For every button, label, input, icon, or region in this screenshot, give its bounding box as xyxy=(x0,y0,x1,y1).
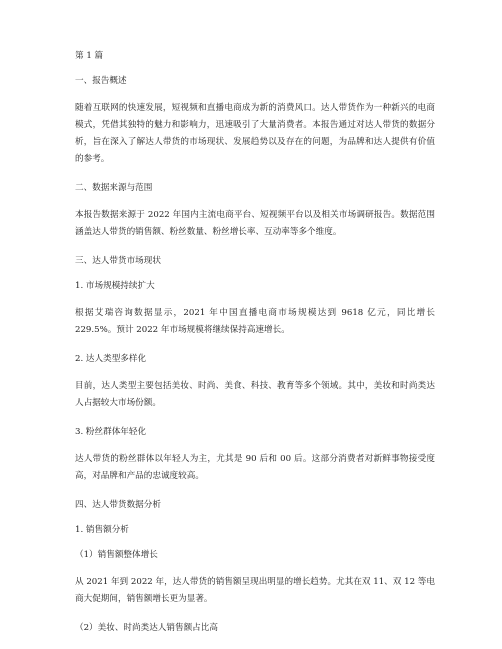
subheading-young-fans: 3. 粉丝群体年轻化 xyxy=(75,427,147,437)
subheading-market-scale: 1. 市场规模持续扩大 xyxy=(75,281,155,291)
chapter-title: 第 1 篇 xyxy=(75,51,104,61)
section-heading-data-analysis: 四、达人带货数据分析 xyxy=(75,500,161,510)
item-heading-beauty-fashion-share: （2）美妆、时尚类达人销售额占比高 xyxy=(75,623,218,633)
young-fans-paragraph: 达人带货的粉丝群体以年轻人为主，尤其是 90 后和 00 后。这部分消费者对新鲜事物接受度高，对品牌和产品的忠诚度较高。 xyxy=(75,454,435,481)
subheading-sales-analysis: 1. 销售额分析 xyxy=(75,525,129,535)
item-heading-sales-growth: （1）销售额整体增长 xyxy=(75,550,158,560)
overview-paragraph: 随着互联网的快速发展，短视频和直播电商成为新的消费风口。达人带货作为一种新兴的电商模式，凭借其独特的魅力和影响力，迅速吸引了大量消费者。本报告通过对达人带货的数据分析，旨在深入了解达人带货的市场现状、发展趋势以及存在的问题，为品牌和达人提供有价值的参考。 xyxy=(75,103,435,164)
influencer-types-paragraph: 目前，达人类型主要包括美妆、时尚、美食、科技、教育等多个领域。其中，美妆和时尚类达人占据较大市场份额。 xyxy=(75,381,435,408)
data-source-paragraph: 本报告数据来源于 2022 年国内主流电商平台、短视频平台以及相关市场调研报告。数据范围涵盖达人带货的销售额、粉丝数量、粉丝增长率、互动率等多个维度。 xyxy=(75,210,435,237)
section-heading-overview: 一、报告概述 xyxy=(75,76,127,86)
market-scale-paragraph: 根据艾瑞咨询数据显示，2021 年中国直播电商市场规模达到 9618 亿元，同比增长 229.5%。预计 2022 年市场规模将继续保持高速增长。 xyxy=(75,308,435,335)
subheading-influencer-types: 2. 达人类型多样化 xyxy=(75,354,147,364)
sales-growth-paragraph: 从 2021 年到 2022 年，达人带货的销售额呈现出明显的增长趋势。尤其在双 11、双 12 等电商大促期间，销售额增长更为显著。 xyxy=(75,577,435,604)
section-heading-data-source: 二、数据来源与范围 xyxy=(75,183,153,193)
document-page xyxy=(75,50,435,634)
section-heading-market-status: 三、达人带货市场现状 xyxy=(75,256,161,266)
